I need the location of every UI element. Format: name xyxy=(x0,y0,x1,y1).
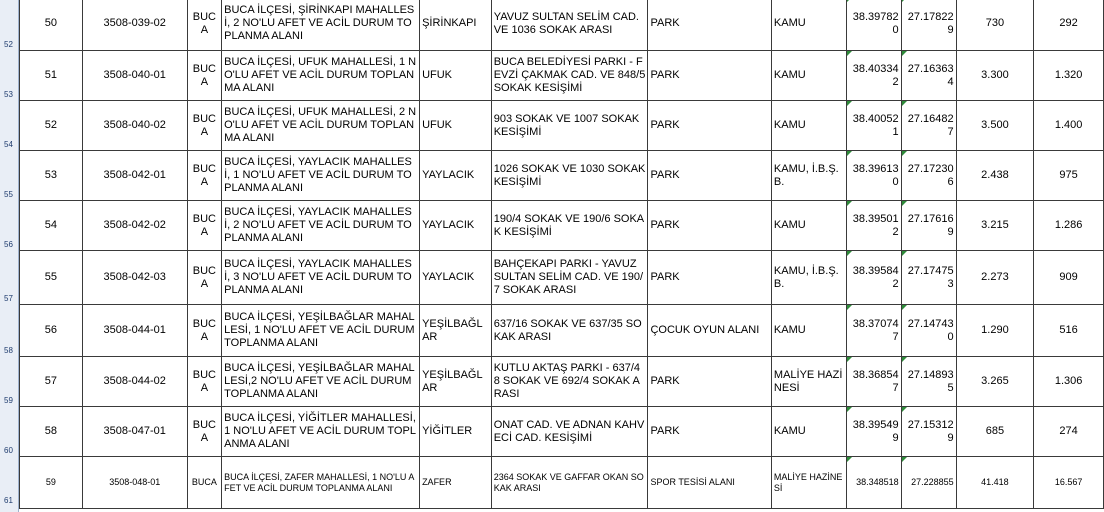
cell-latitude[interactable]: 38.403342 xyxy=(846,51,901,101)
cell-latitude[interactable]: 38.370747 xyxy=(846,305,901,357)
cell-district[interactable]: BUCA xyxy=(187,305,222,357)
cell-address[interactable]: 637/16 SOKAK VE 637/35 SOKAK ARASI xyxy=(491,305,648,357)
cell-neighborhood[interactable]: UFUK xyxy=(420,101,492,151)
cell-owner[interactable]: KAMU xyxy=(771,201,846,251)
cell-district[interactable]: BUCA xyxy=(187,101,222,151)
row-header-column xyxy=(0,0,19,512)
cell-owner[interactable]: MALİYE HAZİNESİ xyxy=(771,357,846,407)
cell-no[interactable]: 53 xyxy=(20,151,83,201)
cell-longitude[interactable]: 27.174753 xyxy=(901,251,956,305)
cell-capacity[interactable]: 16.567 xyxy=(1034,457,1104,509)
cell-neighborhood[interactable]: YAYLACIK xyxy=(420,251,492,305)
cell-area[interactable]: 685 xyxy=(956,407,1034,457)
cell-no[interactable]: 50 xyxy=(20,0,83,51)
table-row xyxy=(20,101,1104,151)
cell-address[interactable]: 1026 SOKAK VE 1030 SOKAK KESİŞİMİ xyxy=(491,151,648,201)
cell-no[interactable]: 57 xyxy=(20,357,83,407)
row-number[interactable]: 55 xyxy=(4,190,13,199)
cell-longitude[interactable]: 27.228855 xyxy=(901,457,956,509)
cell-longitude[interactable]: 27.164827 xyxy=(901,101,956,151)
cell-address[interactable]: 190/4 SOKAK VE 190/6 SOKAK KESİŞİMİ xyxy=(491,201,648,251)
cell-owner[interactable]: KAMU, İ.B.Ş.B. xyxy=(771,251,846,305)
cell-longitude[interactable]: 27.172306 xyxy=(901,151,956,201)
cell-no[interactable]: 55 xyxy=(20,251,83,305)
cell-name[interactable]: BUCA İLÇESİ, YAYLACIK MAHALLESİ, 2 NO'LU AFET VE ACİL DURUM TOPLANMA ALANI xyxy=(222,201,420,251)
table-row xyxy=(20,357,1104,407)
cell-neighborhood[interactable]: YAYLACIK xyxy=(420,201,492,251)
cell-longitude[interactable]: 27.176169 xyxy=(901,201,956,251)
cell-code[interactable]: 3508-042-02 xyxy=(82,201,187,251)
cell-no[interactable]: 52 xyxy=(20,101,83,151)
cell-no[interactable]: 51 xyxy=(20,51,83,101)
cell-district[interactable]: BUCA xyxy=(187,51,222,101)
cell-area[interactable]: 2.273 xyxy=(956,251,1034,305)
cell-code[interactable]: 3508-048-01 xyxy=(82,457,187,509)
row-number[interactable]: 60 xyxy=(4,446,13,455)
cell-neighborhood[interactable]: UFUK xyxy=(420,51,492,101)
cell-no[interactable]: 59 xyxy=(20,457,83,509)
cell-latitude[interactable]: 38.395499 xyxy=(846,407,901,457)
cell-area[interactable]: 3.500 xyxy=(956,101,1034,151)
cell-latitude[interactable]: 38.396130 xyxy=(846,151,901,201)
table-row xyxy=(20,407,1104,457)
cell-type[interactable]: PARK xyxy=(648,251,771,305)
cell-type[interactable]: PARK xyxy=(648,0,771,51)
cell-address[interactable]: BAHÇEKAPI PARKI - YAVUZ SULTAN SELİM CAD. VE 190/7 SOKAK ARASI xyxy=(491,251,648,305)
cell-latitude[interactable]: 38.397820 xyxy=(846,0,901,51)
row-number[interactable]: 53 xyxy=(4,90,13,99)
cell-type[interactable]: PARK xyxy=(648,357,771,407)
cell-longitude[interactable]: 27.178229 xyxy=(901,0,956,51)
cell-address[interactable]: BUCA BELEDİYESİ PARKI - FEVZİ ÇAKMAK CAD. VE 848/5 SOKAK KESİŞİMİ xyxy=(491,51,648,101)
cell-no[interactable]: 58 xyxy=(20,407,83,457)
cell-capacity[interactable]: 1.306 xyxy=(1034,357,1104,407)
cell-address[interactable]: YAVUZ SULTAN SELİM CAD.VE 1036 SOKAK ARASI xyxy=(491,0,648,51)
cell-type[interactable]: PARK xyxy=(648,407,771,457)
cell-capacity[interactable]: 1.400 xyxy=(1034,101,1104,151)
cell-neighborhood[interactable]: YEŞİLBAĞLAR xyxy=(420,357,492,407)
cell-latitude[interactable]: 38.400521 xyxy=(846,101,901,151)
cell-owner[interactable]: KAMU xyxy=(771,0,846,51)
table-row xyxy=(20,151,1104,201)
cell-neighborhood[interactable]: ŞİRİNKAPI xyxy=(420,0,492,51)
cell-type[interactable]: PARK xyxy=(648,101,771,151)
cell-type[interactable]: PARK xyxy=(648,51,771,101)
row-number[interactable]: 54 xyxy=(4,140,13,149)
cell-type[interactable]: SPOR TESİSİ ALANI xyxy=(648,457,771,509)
cell-area[interactable]: 3.265 xyxy=(956,357,1034,407)
cell-address[interactable]: ONAT CAD. VE ADNAN KAHVECİ CAD. KESİŞİMİ xyxy=(491,407,648,457)
cell-area[interactable]: 2.438 xyxy=(956,151,1034,201)
cell-latitude[interactable]: 38.395842 xyxy=(846,251,901,305)
cell-district[interactable]: BUCA xyxy=(187,251,222,305)
cell-type[interactable]: PARK xyxy=(648,151,771,201)
cell-owner[interactable]: KAMU xyxy=(771,305,846,357)
cell-latitude[interactable]: 38.368547 xyxy=(846,357,901,407)
row-number[interactable]: 61 xyxy=(4,496,13,505)
cell-district[interactable]: BUCA xyxy=(187,201,222,251)
cell-capacity[interactable]: 516 xyxy=(1034,305,1104,357)
cell-no[interactable]: 54 xyxy=(20,201,83,251)
cell-neighborhood[interactable]: YAYLACIK xyxy=(420,151,492,201)
cell-capacity[interactable]: 274 xyxy=(1034,407,1104,457)
cell-capacity[interactable]: 975 xyxy=(1034,151,1104,201)
cell-name[interactable]: BUCA İLÇESİ, YİĞİTLER MAHALLESİ, 1 NO'LU AFET VE ACİL DURUM TOPLANMA ALANI xyxy=(222,407,420,457)
spreadsheet-table xyxy=(19,0,1104,509)
cell-capacity[interactable]: 909 xyxy=(1034,251,1104,305)
cell-no[interactable]: 56 xyxy=(20,305,83,357)
cell-owner[interactable]: KAMU xyxy=(771,407,846,457)
cell-district[interactable]: BUCA xyxy=(187,0,222,51)
cell-longitude[interactable]: 27.163634 xyxy=(901,51,956,101)
cell-district[interactable]: BUCA xyxy=(187,151,222,201)
cell-neighborhood[interactable]: YEŞİLBAĞLAR xyxy=(420,305,492,357)
row-number[interactable]: 56 xyxy=(4,240,13,249)
cell-name[interactable]: BUCA İLÇESİ, UFUK MAHALLESİ, 2 NO'LU AFET VE ACİL DURUM TOPLANMA ALANI xyxy=(222,101,420,151)
cell-latitude[interactable]: 38.348518 xyxy=(846,457,901,509)
row-number[interactable]: 59 xyxy=(4,396,13,405)
cell-name[interactable]: BUCA İLÇESİ, ŞİRİNKAPI MAHALLESİ, 2 NO'LU AFET VE ACİL DURUM TOPLANMA ALANI xyxy=(222,0,420,51)
cell-code[interactable]: 3508-042-01 xyxy=(82,151,187,201)
cell-capacity[interactable]: 1.320 xyxy=(1034,51,1104,101)
cell-area[interactable]: 3.215 xyxy=(956,201,1034,251)
cell-code[interactable]: 3508-040-01 xyxy=(82,51,187,101)
cell-owner[interactable]: MALİYE HAZİNESİ xyxy=(771,457,846,509)
cell-type[interactable]: PARK xyxy=(648,201,771,251)
cell-area[interactable]: 1.290 xyxy=(956,305,1034,357)
row-number[interactable]: 52 xyxy=(4,40,13,49)
cell-type[interactable]: ÇOCUK OYUN ALANI xyxy=(648,305,771,357)
row-number[interactable]: 58 xyxy=(4,346,13,355)
cell-name[interactable]: BUCA İLÇESİ, YAYLACIK MAHALLESİ, 3 NO'LU AFET VE ACİL DURUM TOPLANMA ALANI xyxy=(222,251,420,305)
row-number[interactable]: 57 xyxy=(4,294,13,303)
cell-address[interactable]: 2364 SOKAK VE GAFFAR OKAN SOKAK ARASI xyxy=(491,457,648,509)
table-row xyxy=(20,251,1104,305)
cell-code[interactable]: 3508-039-02 xyxy=(82,0,187,51)
cell-name[interactable]: BUCA İLÇESİ, YAYLACIK MAHALLESİ, 1 NO'LU AFET VE ACİL DURUM TOPLANMA ALANI xyxy=(222,151,420,201)
cell-capacity[interactable]: 292 xyxy=(1034,0,1104,51)
table-row xyxy=(20,201,1104,251)
table-row xyxy=(20,51,1104,101)
cell-owner[interactable]: KAMU, İ.B.Ş.B. xyxy=(771,151,846,201)
cell-area[interactable]: 730 xyxy=(956,0,1034,51)
cell-name[interactable]: BUCA İLÇESİ, ZAFER MAHALLESİ, 1 NO'LU AFET VE ACİL DURUM TOPLANMA ALANI xyxy=(222,457,420,509)
cell-capacity[interactable]: 1.286 xyxy=(1034,201,1104,251)
cell-code[interactable]: 3508-047-01 xyxy=(82,407,187,457)
cell-district[interactable]: BUCA xyxy=(187,357,222,407)
cell-latitude[interactable]: 38.395012 xyxy=(846,201,901,251)
cell-longitude[interactable]: 27.147430 xyxy=(901,305,956,357)
table-row xyxy=(20,305,1104,357)
table-row xyxy=(20,457,1104,509)
cell-district[interactable]: BUCA xyxy=(187,407,222,457)
cell-neighborhood[interactable]: YİĞİTLER xyxy=(420,407,492,457)
cell-address[interactable]: 903 SOKAK VE 1007 SOKAK KESİŞİMİ xyxy=(491,101,648,151)
cell-address[interactable]: KUTLU AKTAŞ PARKI - 637/48 SOKAK VE 692/4 SOKAK ARASI xyxy=(491,357,648,407)
cell-name[interactable]: BUCA İLÇESİ, YEŞİLBAĞLAR MAHALLESİ,2 NO'LU AFET VE ACİL DURUM TOPLANMA ALANI xyxy=(222,357,420,407)
table-row xyxy=(20,0,1104,51)
cell-owner[interactable]: KAMU xyxy=(771,51,846,101)
cell-longitude[interactable]: 27.148935 xyxy=(901,357,956,407)
cell-owner[interactable]: KAMU xyxy=(771,101,846,151)
cell-area[interactable]: 41.418 xyxy=(956,457,1034,509)
cell-code[interactable]: 3508-044-02 xyxy=(82,357,187,407)
cell-area[interactable]: 3.300 xyxy=(956,51,1034,101)
cell-name[interactable]: BUCA İLÇESİ, UFUK MAHALLESİ, 1 NO'LU AFET VE ACİL DURUM TOPLANMA ALANI xyxy=(222,51,420,101)
cell-district[interactable]: BUCA xyxy=(187,457,222,509)
cell-longitude[interactable]: 27.153129 xyxy=(901,407,956,457)
cell-neighborhood[interactable]: ZAFER xyxy=(420,457,492,509)
cell-code[interactable]: 3508-042-03 xyxy=(82,251,187,305)
cell-code[interactable]: 3508-044-01 xyxy=(82,305,187,357)
cell-name[interactable]: BUCA İLÇESİ, YEŞİLBAĞLAR MAHALLESİ, 1 NO'LU AFET VE ACİL DURUM TOPLANMA ALANI xyxy=(222,305,420,357)
cell-code[interactable]: 3508-040-02 xyxy=(82,101,187,151)
